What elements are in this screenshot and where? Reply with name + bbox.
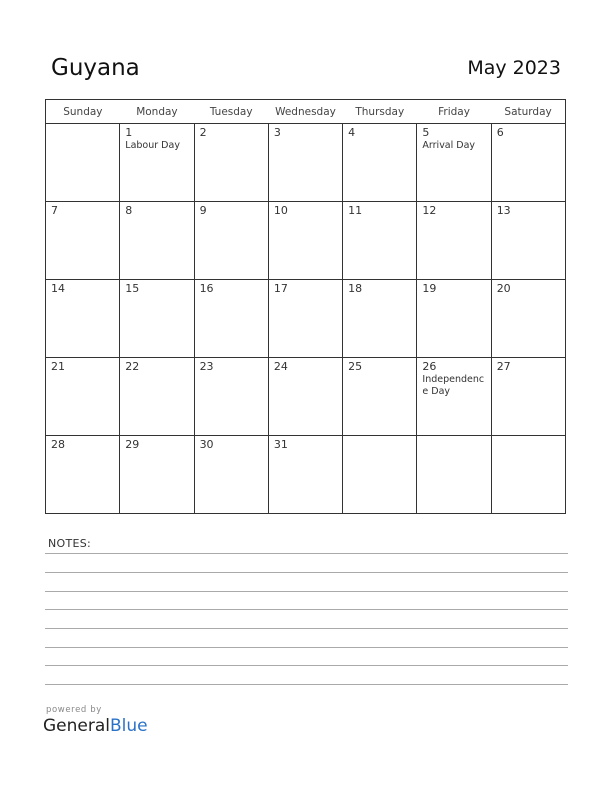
brand-blue-text: Blue — [110, 716, 148, 736]
generalblue-logo — [43, 716, 148, 736]
day-number: 2 — [199, 126, 207, 139]
calendar-day-cell — [417, 202, 491, 280]
calendar-day-cell — [120, 436, 194, 514]
calendar-day-cell — [194, 280, 268, 358]
day-number: 23 — [199, 360, 214, 373]
weekday-header-row — [46, 100, 566, 124]
weekday-tuesday: Tuesday — [194, 100, 268, 124]
calendar-day-cell — [194, 358, 268, 436]
weekday-friday: Friday — [417, 100, 491, 124]
day-number: 29 — [125, 438, 140, 451]
day-number: 14 — [51, 282, 65, 295]
calendar-grid — [45, 99, 566, 514]
note-line — [45, 609, 568, 610]
day-number: 10 — [273, 204, 288, 217]
calendar-day-cell — [417, 124, 491, 202]
holiday-label: Arrival Day — [422, 140, 476, 151]
day-number: 18 — [348, 282, 363, 295]
calendar-day-cell — [268, 202, 342, 280]
calendar-day-cell — [343, 124, 417, 202]
day-number: 22 — [125, 360, 140, 373]
day-number: 12 — [422, 204, 437, 217]
calendar-day-cell — [343, 280, 417, 358]
calendar-day-cell — [46, 436, 120, 514]
calendar-day-cell — [268, 436, 342, 514]
day-number: 17 — [273, 282, 288, 295]
calendar-day-cell — [120, 202, 194, 280]
day-number: 13 — [496, 204, 511, 217]
holiday-label: Labour Day — [125, 140, 180, 151]
calendar-week-row — [46, 202, 566, 280]
calendar-day-cell — [343, 436, 417, 514]
calendar-day-cell — [194, 124, 268, 202]
calendar-day-cell — [491, 124, 565, 202]
calendar-week-row — [46, 124, 566, 202]
day-number: 15 — [125, 282, 140, 295]
calendar-day-cell — [417, 436, 491, 514]
weekday-saturday: Saturday — [491, 100, 565, 124]
note-line — [45, 684, 568, 685]
day-number: 7 — [51, 204, 58, 217]
day-number: 25 — [348, 360, 363, 373]
calendar-week-row — [46, 358, 566, 436]
day-number: 8 — [125, 204, 133, 217]
month-title: May 2023 — [467, 57, 561, 79]
calendar-day-cell — [46, 280, 120, 358]
calendar-day-cell — [343, 358, 417, 436]
day-number: 6 — [496, 126, 504, 139]
calendar-day-cell — [46, 358, 120, 436]
calendar-day-cell — [417, 280, 491, 358]
calendar-day-cell — [491, 436, 565, 514]
note-line — [45, 572, 568, 573]
day-number: 9 — [199, 204, 207, 217]
calendar-day-cell — [491, 202, 565, 280]
calendar-day-cell — [46, 124, 120, 202]
note-line — [45, 553, 568, 554]
note-line — [45, 628, 568, 629]
day-number: 21 — [51, 360, 65, 373]
calendar-day-cell — [194, 202, 268, 280]
day-number: 30 — [199, 438, 214, 451]
calendar-day-cell — [491, 358, 565, 436]
calendar-day-cell — [268, 124, 342, 202]
brand-general-text: General — [43, 716, 110, 736]
weekday-thursday: Thursday — [343, 100, 417, 124]
calendar-day-cell — [120, 124, 194, 202]
day-number: 3 — [273, 126, 281, 139]
calendar-day-cell — [46, 202, 120, 280]
day-number: 4 — [348, 126, 356, 139]
powered-by-text: powered by — [46, 705, 102, 715]
note-line — [45, 665, 568, 666]
note-line — [45, 647, 568, 648]
calendar-day-cell — [343, 202, 417, 280]
calendar-day-cell — [268, 358, 342, 436]
day-number: 16 — [199, 282, 214, 295]
calendar-day-cell — [268, 280, 342, 358]
day-number: 5 — [422, 126, 430, 139]
calendar-day-cell — [120, 280, 194, 358]
day-number: 28 — [51, 438, 65, 451]
calendar-week-row — [46, 436, 566, 514]
notes-label: NOTES: — [48, 537, 92, 550]
calendar-day-cell — [417, 358, 491, 436]
holiday-label: Independence Day — [422, 374, 485, 397]
day-number: 20 — [496, 282, 511, 295]
day-number: 24 — [273, 360, 288, 373]
day-number: 27 — [496, 360, 511, 373]
weekday-sunday: Sunday — [46, 100, 120, 124]
day-number: 26 — [422, 360, 437, 373]
calendar-day-cell — [120, 358, 194, 436]
day-number: 31 — [273, 438, 288, 451]
weekday-monday: Monday — [120, 100, 194, 124]
country-title: Guyana — [51, 55, 140, 81]
calendar-week-row — [46, 280, 566, 358]
note-line — [45, 591, 568, 592]
calendar-day-cell — [491, 280, 565, 358]
day-number: 11 — [348, 204, 363, 217]
calendar-day-cell — [194, 436, 268, 514]
day-number: 19 — [422, 282, 437, 295]
day-number: 1 — [125, 126, 133, 139]
weekday-wednesday: Wednesday — [268, 100, 342, 124]
